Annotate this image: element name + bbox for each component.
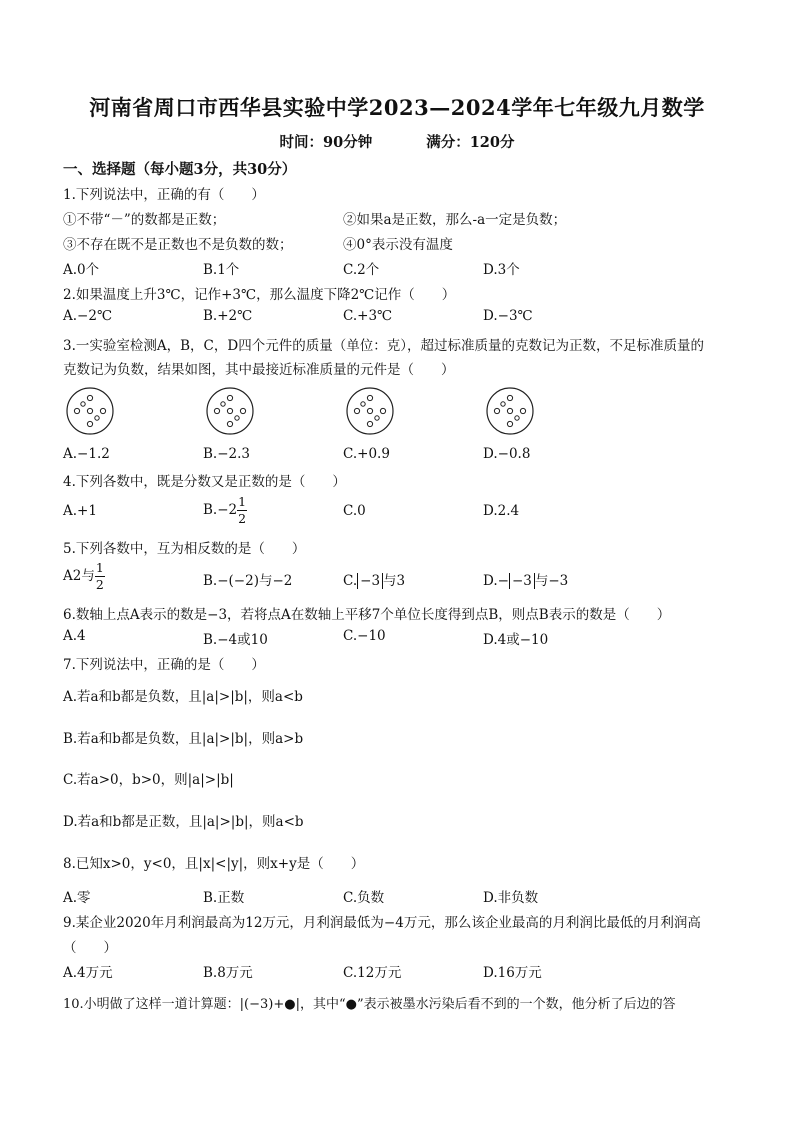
q3-stem-line2: 克数记为负数，结果如图，其中最接近标准质量的元件是（ ）	[63, 362, 455, 378]
q1-statement-2: ②如果a是正数，那么-a一定是负数；	[343, 212, 567, 228]
q3-option-c: C.+0.9	[343, 446, 390, 462]
q6-option-a: A.4	[63, 628, 86, 644]
component-b-icon	[205, 386, 255, 436]
q1-statement-4: ④0°表示没有温度	[343, 237, 453, 253]
q5-stem: 5.下列各数中，互为相反数的是（ ）	[63, 541, 306, 557]
q5-option-b: B.−(−2)与−2	[203, 573, 293, 589]
absolute-value: −3	[509, 573, 535, 589]
fraction-numerator: 1	[95, 560, 104, 575]
q5-option-d-prefix: D.−	[483, 573, 509, 589]
component-a-icon	[65, 386, 115, 436]
q4-option-a: A.+1	[63, 503, 97, 519]
q7-option-b: B.若a和b都是负数，且|a|>|b|，则a>b	[63, 731, 304, 747]
exam-meta	[0, 131, 794, 152]
q1-stem: 1.下列说法中，正确的有（ ）	[63, 187, 265, 203]
q5-option-c-prefix: C.	[343, 573, 358, 589]
q7-stem: 7.下列说法中，正确的是（ ）	[63, 657, 265, 673]
q2-option-b: B.+2℃	[203, 308, 253, 324]
q8-option-c: C.负数	[343, 890, 385, 906]
q9-option-c: C.12万元	[343, 965, 402, 981]
q6-stem: 6.数轴上点A表示的数是−3，若将点A在数轴上平移7个单位长度得到点B，则点B表示的数是（ ）	[63, 607, 671, 623]
q9-option-a: A.4万元	[63, 965, 113, 981]
q3-stem-line1: 3.一实验室检测A，B，C，D四个元件的质量（单位：克），超过标准质量的克数记为正数，不足标准质量的	[63, 338, 704, 354]
fraction-numerator: 1	[238, 494, 247, 509]
q9-option-b: B.8万元	[203, 965, 253, 981]
q2-stem: 2.如果温度上升3℃，记作+3℃，那么温度下降2℃记作（ ）	[63, 287, 456, 303]
q8-option-b: B.正数	[203, 890, 245, 906]
q3-option-a: A.−1.2	[63, 446, 110, 462]
fraction-denominator: 2	[95, 577, 104, 592]
q4-option-b-prefix: B.−2	[203, 502, 238, 518]
q7-option-c: C.若a>0，b>0，则|a|>|b|	[63, 772, 234, 788]
q7-option-a: A.若a和b都是负数，且|a|>|b|，则a<b	[63, 689, 303, 705]
q1-option-b: B.1个	[203, 262, 240, 278]
q1-statement-3: ③不存在既不是正数也不是负数的数；	[63, 237, 293, 253]
q5-option-d-suffix: 与−3	[534, 573, 569, 589]
q7-option-d: D.若a和b都是正数，且|a|>|b|，则a<b	[63, 814, 304, 830]
q5-option-a-prefix: A2与	[63, 568, 95, 584]
absolute-value: −3	[357, 573, 383, 589]
q1-option-d: D.3个	[483, 262, 520, 278]
q6-option-b: B.−4或10	[203, 632, 268, 648]
q4-option-b	[203, 494, 247, 527]
q5-option-c	[343, 569, 405, 589]
q6-option-c: C.−10	[343, 628, 386, 644]
q8-stem: 8.已知x>0，y<0，且|x|<|y|，则x+y是（ ）	[63, 856, 365, 872]
q4-option-c: C.0	[343, 503, 366, 519]
q9-stem-line2: （ ）	[63, 940, 117, 956]
q3-option-d: D.−0.8	[483, 446, 531, 462]
q8-option-a: A.零	[63, 890, 91, 906]
component-c-icon	[345, 386, 395, 436]
exam-score: 满分：120分	[426, 134, 515, 151]
q4-option-d: D.2.4	[483, 503, 520, 519]
q1-option-a: A.0个	[63, 262, 100, 278]
q8-option-d: D.非负数	[483, 890, 539, 906]
section-heading: 一、选择题（每小题3分，共30分）	[63, 161, 297, 178]
exam-title: 河南省周口市西华县实验中学2023—2024学年七年级九月数学	[89, 95, 705, 120]
q4-option-b-fraction	[237, 494, 247, 527]
q5-option-c-suffix: 与3	[383, 573, 406, 589]
q2-option-d: D.−3℃	[483, 308, 533, 324]
component-d-icon	[485, 386, 535, 436]
q1-statement-1: ①不带“－”的数都是正数；	[63, 212, 226, 228]
q5-option-a	[63, 560, 105, 593]
q2-option-c: C.+3℃	[343, 308, 393, 324]
q9-stem-line1: 9.某企业2020年月利润最高为12万元，月利润最低为−4万元，那么该企业最高的月利润比最低的月利润高	[63, 915, 701, 931]
q3-option-b: B.−2.3	[203, 446, 250, 462]
q10-stem: 10.小明做了这样一道计算题：|(−3)+●|，其中“●”表示被墨水污染后看不到的一个数，他分析了后边的答	[63, 997, 676, 1012]
q2-option-a: A.−2℃	[63, 308, 113, 324]
q4-stem: 4.下列各数中，既是分数又是正数的是（ ）	[63, 474, 346, 490]
q5-option-a-fraction	[95, 560, 105, 593]
q1-option-c: C.2个	[343, 262, 380, 278]
q5-option-d	[483, 569, 568, 589]
q9-option-d: D.16万元	[483, 965, 542, 981]
exam-time: 时间：90分钟	[279, 134, 373, 151]
q6-option-d: D.4或−10	[483, 632, 549, 648]
fraction-denominator: 2	[238, 511, 247, 526]
